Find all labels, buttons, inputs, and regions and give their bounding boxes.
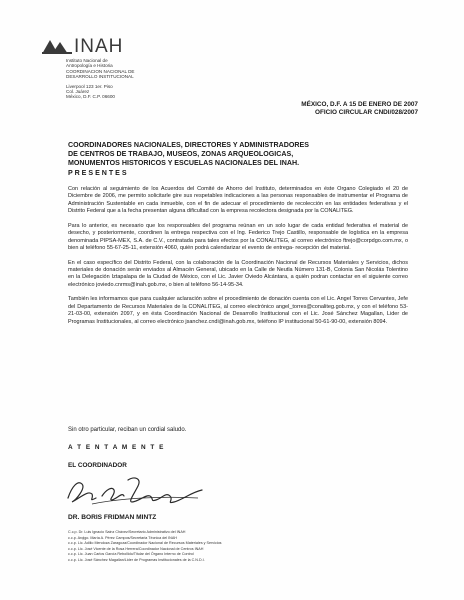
ccp-line: c.c.p. Lic. José Vicente de la Rosa Herrera/Coordinador Nacional de Centros INAH — [68, 546, 204, 551]
atentamente: A T E N T A M E N T E — [68, 444, 165, 451]
institution-line: Antropología e Historia — [66, 63, 113, 69]
handwritten-signature — [62, 468, 212, 510]
signer-name: DR. BORIS FRIDMAN MINTZ — [68, 514, 157, 521]
date-line: MÉXICO, D.F. A 15 DE ENERO DE 2007 — [301, 101, 418, 108]
ccp-line: c.c.p. Lic. José Sánchez Magallan/Lider de Programas Institucionales de la C.N.D.I. — [68, 557, 205, 562]
circular-number: OFICIO CIRCULAR CNDI/028/2007 — [315, 109, 418, 116]
body-paragraph: En el caso específico del Distrito Federal, con la colaboración de la Coordinación Nacional de Recursos Materiales y Servicios, dichos materiales de donación serán enviados al Almacén General, ubicado en la Calle de Neutla Número 131-B, Colonia San Nicolás Tolentino en la Delegación Iztapalapa de la Ciudad de México, con el Lic. Javier Oviedo Alcántara, a quién podran contactar en el siguiente correo electrónico joviedo.cnrms@inah.gob.mx, o bien al teléfono 56-14-95-34. — [68, 259, 408, 288]
addressee-line: DE CENTROS DE TRABAJO, MUSEOS, ZONAS ARQUEOLOGICAS, — [68, 150, 294, 159]
ccp-line: c.c.p. Arqlgo. María A. Pérez Campos/Secretaria Técnica del INAH — [68, 535, 177, 540]
addressee-line: MONUMENTOS HISTORICOS Y ESCUELAS NACIONALES DEL INAH. — [68, 159, 300, 168]
address-line: Liverpool 123 1er. Piso — [66, 83, 113, 89]
signer-role: EL COORDINADOR — [68, 462, 127, 469]
inah-logo — [42, 36, 124, 57]
ccp-line: c.c.p. Lic. Juan Carlos García Rebollido/Titular del Órgano Interno de Control — [68, 552, 194, 557]
addressee-line: COORDINADORES NACIONALES, DIRECTORES Y ADMINISTRADORES — [68, 141, 309, 149]
letter-body — [68, 186, 408, 333]
institution-line: DESARROLLO INSTITUCIONAL — [66, 74, 134, 80]
institution-line: Instituto Nacional de — [66, 58, 108, 63]
pyramid-logo-icon — [42, 40, 72, 54]
ccp-line: c.c.p. Lic. Adilio Mendoza Zaragoza/Coordinador Nacional de Recursos Materiales y Servicios — [68, 541, 222, 546]
closing-line: Sin otro particular, reciban un cordial saludo. — [68, 427, 187, 433]
date-block — [301, 101, 418, 117]
institution-block — [66, 58, 135, 100]
body-paragraph: Para lo anterior, es necesario que los responsables del programa reúnan en un solo lugar de cada entidad federativa el material de desecho, y posteriormente, coordinen la entrega respectiva con el Ing. Federico Trejo Castillo, responsable de logística en la empresa denominada PIPSA-MEX, S.A. de C.V., contratada para tales efectos por la CONALITEG, al correo electrónico ftrejo@corpdgo.com.mx, o bien al teléfono 55-67-25-11, extensión 4060, quién podrá calendarizar el evento de entrega- recepción del material. — [68, 222, 408, 252]
address-line: México, D.F. C.P. 06600 — [66, 94, 115, 100]
address-line: Col. Juárez — [66, 89, 90, 95]
addressee-block — [68, 141, 428, 178]
institution-line: COORDINACION NACIONAL DE — [66, 68, 135, 74]
ccp-block — [68, 530, 222, 564]
addressee-presentes: P R E S E N T E S — [68, 168, 127, 177]
ccp-line: C.c.p. Dr. Luis Ignacio Sainz Chávez/Secretario Administrativo del INAH — [68, 530, 186, 534]
logo-text: INAH — [74, 36, 124, 57]
body-paragraph: Con relación al seguimiento de los Acuerdos del Comité de Ahorro del Instituto, determinados en éste Organo Colegiado el 20 de Diciembre de 2006, me permito solicitarle gire sus respetables indicaciones a las personas responsables de instrumentar el Programa de Administración Sustentable en cada inmueble, con el fin de adecuar el procedimiento de recolección en las entidades federativas y el Distrito Federal que a la fecha presentan alguna dificultad con la empresa recolectora designada por la CONALITEG. — [68, 186, 408, 215]
body-paragraph: También les informamos que para cualquier aclaración sobre el procedimiento de donación cuenta con el Lic. Angel Torres Cervantes, Jefe del Departamento de Recursos Materiales de la CONALITEG, al correo electrónico angel_torres@conaliteg.gob.mx, y con el teléfono 53-21-03-00, extensión 2097, y en ésta Coordinación Nacional de Desarrollo Institucional con el Lic. José Sánchez Magallan, Lider de Programas Institucionales, al correo electrónico jsanchez.cndi@inah.gob.mx, teléfono IP institucional 50-61-90-00, extensión 8094. — [68, 296, 408, 325]
